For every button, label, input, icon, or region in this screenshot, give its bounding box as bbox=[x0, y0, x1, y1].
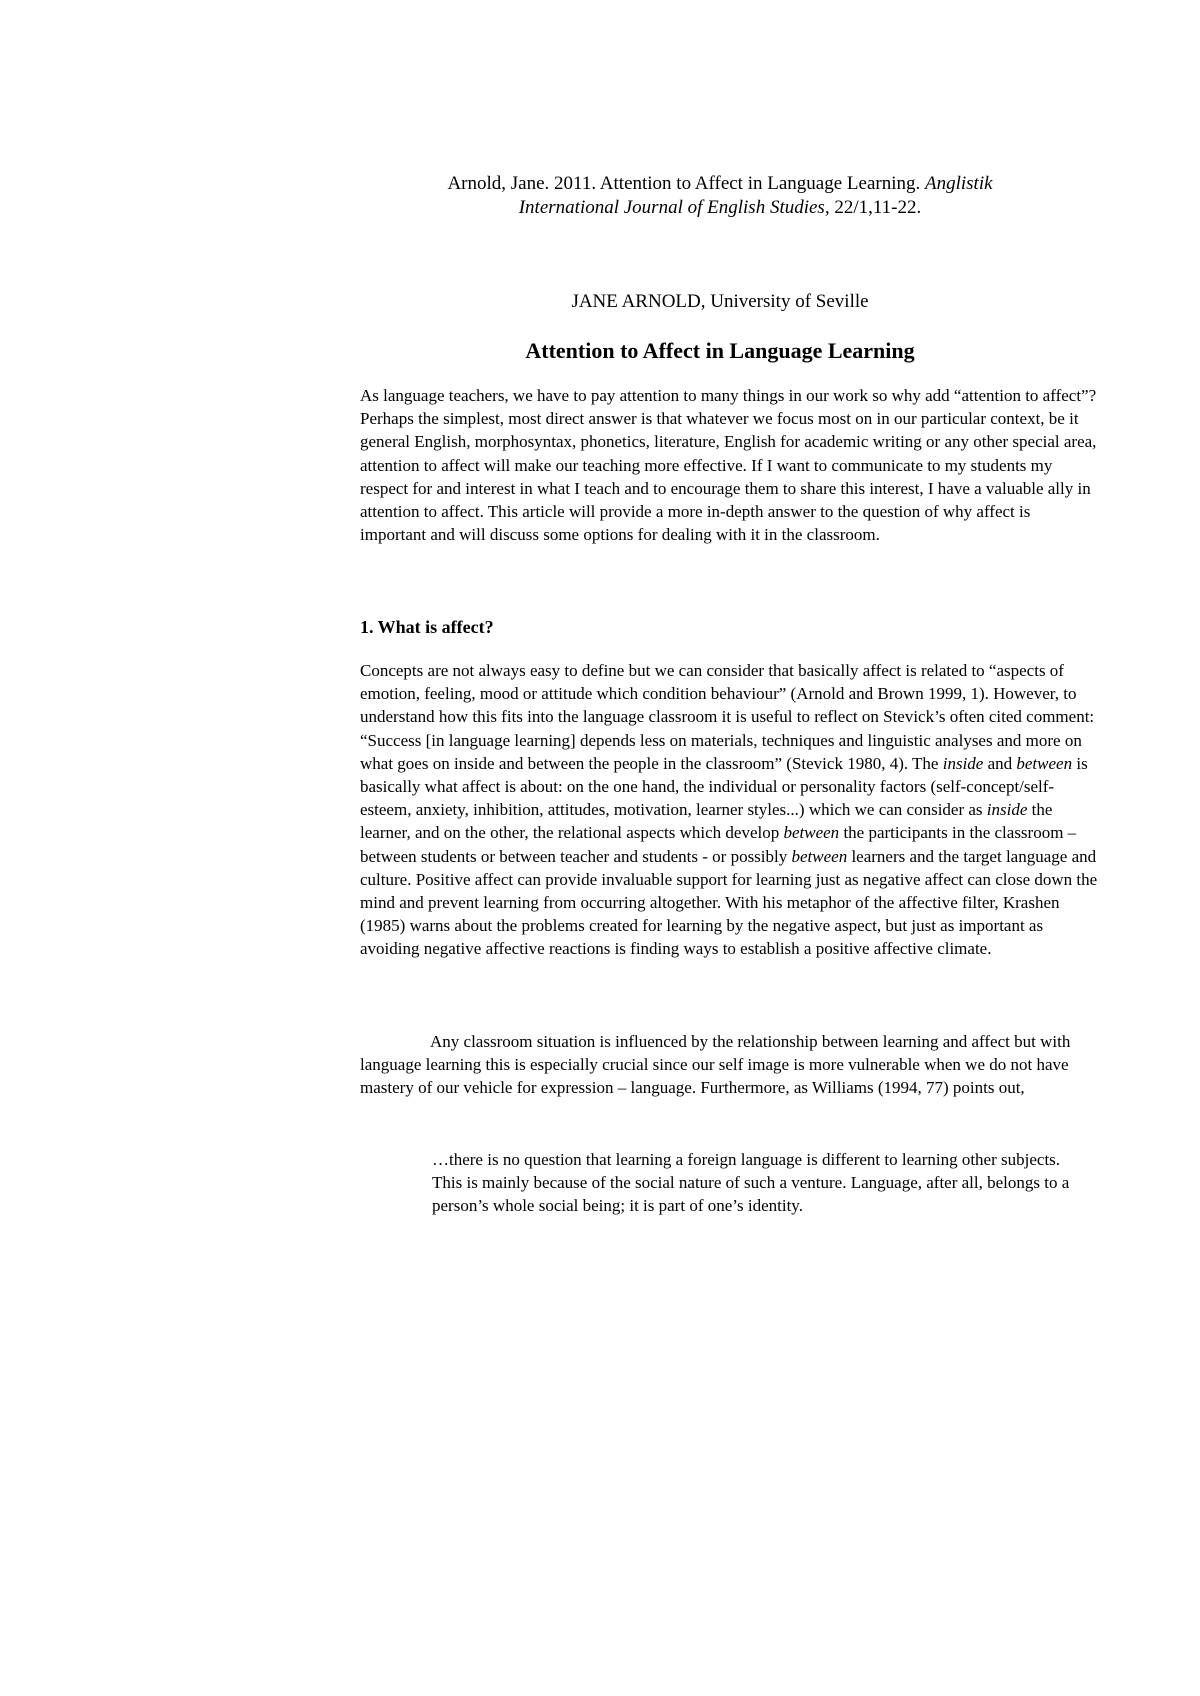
emphasis-inside: inside bbox=[942, 753, 984, 773]
citation-volume: 22/1,11-22. bbox=[829, 197, 922, 218]
paragraph-text: is basically what affect is about: on the one hand, the individual or personality factors (self-concept/self-esteem, anxiety, inhibition, attitudes, motivation, learner styles...) which we can consider as bbox=[360, 753, 1088, 820]
paragraph-text: the learner, and on the other, the relational aspects which develop bbox=[360, 800, 1053, 843]
section-paragraph bbox=[360, 659, 1100, 961]
emphasis-between: between bbox=[1016, 753, 1073, 773]
citation bbox=[360, 172, 1080, 220]
block-quote: …there is no question that learning a foreign language is different to learning other subjects. This is mainly because of the social nature of such a venture. Language, after all, belongs to a person’s whole social being; it is part of one’s identity. bbox=[432, 1150, 1070, 1216]
paragraph-text: and bbox=[983, 753, 1017, 773]
emphasis-inside: inside bbox=[986, 800, 1028, 820]
emphasis-between: between bbox=[783, 823, 840, 843]
paragraph-text: Concepts are not always easy to define but we can consider that basically affect is related to “aspects of emotion, feeling, mood or attitude which condition behaviour” (Arnold and Brown 1999, 1). However, to understand how this fits into the language classroom it is useful to reflect on Stevick’s often cited comment: “Success [in language learning] depends less on materials, techniques and linguistic analyses and more on what goes on inside and between the people in the classroom” (Stevick 1980, 4). The bbox=[360, 661, 1095, 773]
paragraph-text: learners and the target language and culture. Positive affect can provide invaluable support for learning just as negative affect can close down the mind and prevent learning from occurring altogether. With his metaphor of the affective filter, Krashen (1985) warns about the problems created for learning by the negative aspect, but just as important as avoiding negative affective reactions is finding ways to establish a positive affective climate. bbox=[360, 846, 1098, 959]
paragraph-text: the participants in the classroom – between students or between teacher and students - or possibly bbox=[360, 823, 1077, 866]
continuation-paragraph: Any classroom situation is influenced by the relationship between learning and affect but with language learning this is especially crucial since our self image is more vulnerable when we do not have mastery of our vehicle for expression – language. Furthermore, as Williams (1994, 77) points out, bbox=[360, 1032, 1071, 1098]
emphasis-between: between bbox=[791, 846, 848, 866]
intro-paragraph: As language teachers, we have to pay attention to many things in our work so why add “attention to affect”? Perhaps the simplest, most direct answer is that whatever we focus most on in our particular context, be it general English, morphosyntax, phonetics, literature, English for academic writing or any other special area, attention to affect will make our teaching more effective. If I want to communicate to my students my respect for and interest in what I teach and to encourage them to share this interest, I have a valuable ally in attention to affect. This article will provide a more in-depth answer to the question of why affect is important and will discuss some options for dealing with it in the classroom. bbox=[360, 386, 1097, 545]
journal-name: Anglistik bbox=[924, 173, 993, 194]
author-affiliation: JANE ARNOLD, University of Seville bbox=[571, 291, 869, 312]
section-heading: 1. What is affect? bbox=[360, 617, 494, 637]
journal-subtitle: International Journal of English Studies, bbox=[518, 197, 830, 218]
citation-text: Arnold, Jane. 2011. Attention to Affect in Language Learning. bbox=[447, 173, 925, 194]
article-title: Attention to Affect in Language Learning bbox=[525, 338, 915, 363]
